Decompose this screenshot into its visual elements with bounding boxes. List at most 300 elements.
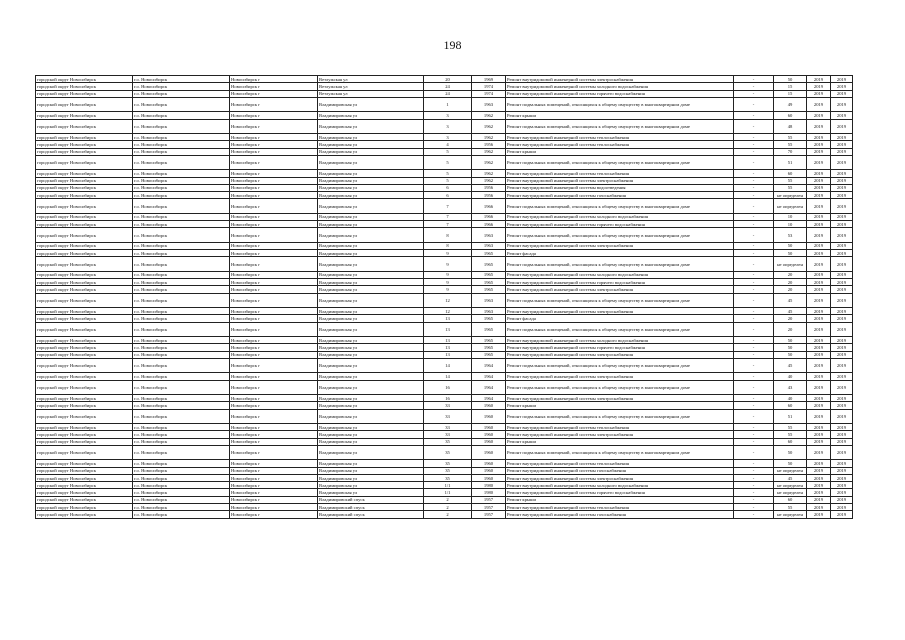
table-row xyxy=(36,489,853,496)
year-cell: 1962 xyxy=(472,119,506,133)
end-year-cell: 2019 xyxy=(831,402,853,409)
end-year-cell: 2019 xyxy=(831,460,853,467)
work-type-cell: Ремонт подвальных помещений, относящихся к общему имуществу в многоквартирном доме xyxy=(506,228,734,242)
end-year-cell: 2019 xyxy=(831,482,853,489)
work-type-cell: Ремонт подвальных помещений, относящихся к общему имуществу в многоквартирном доме xyxy=(506,257,734,271)
start-year-cell: 2019 xyxy=(807,112,831,119)
city-cell: Новосибирск г xyxy=(230,482,318,489)
value-cell: 50 xyxy=(774,76,807,83)
house-cell: 16 xyxy=(424,380,472,394)
municipality-cell: г.о. Новосибирск xyxy=(133,402,230,409)
year-cell: 1966 xyxy=(472,221,506,228)
table-row xyxy=(36,395,853,402)
end-year-cell: 2019 xyxy=(831,496,853,503)
start-year-cell: 2019 xyxy=(807,373,831,380)
start-year-cell: 2019 xyxy=(807,308,831,315)
work-type-cell: Ремонт внутридомовой инженерной системы холодного водоснабжения xyxy=(506,337,734,344)
work-type-cell: Ремонт внутридомовой инженерной системы электроснабжения xyxy=(506,431,734,438)
dash-cell: - xyxy=(734,489,774,496)
dash-cell: - xyxy=(734,308,774,315)
page-number: 198 xyxy=(443,38,462,52)
end-year-cell: 2019 xyxy=(831,213,853,220)
table-row xyxy=(36,228,853,242)
district-cell: городской округ Новосибирск xyxy=(36,286,133,293)
start-year-cell: 2019 xyxy=(807,155,831,169)
municipality-cell: г.о. Новосибирск xyxy=(133,170,230,177)
work-type-cell: Ремонт внутридомовой инженерной системы теплоснабжения xyxy=(506,504,734,511)
district-cell: городской округ Новосибирск xyxy=(36,228,133,242)
district-cell: городской округ Новосибирск xyxy=(36,373,133,380)
work-type-cell: Ремонт внутридомовой инженерной системы холодного водоснабжения xyxy=(506,83,734,90)
table-row xyxy=(36,482,853,489)
house-cell: 5 xyxy=(424,177,472,184)
work-type-cell: Ремонт внутридомовой инженерной системы электроснабжения xyxy=(506,76,734,83)
municipality-cell: г.о. Новосибирск xyxy=(133,76,230,83)
dash-cell: - xyxy=(734,83,774,90)
dash-cell: - xyxy=(734,460,774,467)
city-cell: Новосибирск г xyxy=(230,402,318,409)
district-cell: городской округ Новосибирск xyxy=(36,337,133,344)
city-cell: Новосибирск г xyxy=(230,221,318,228)
city-cell: Новосибирск г xyxy=(230,184,318,191)
table-row xyxy=(36,192,853,199)
year-cell: 1962 xyxy=(472,112,506,119)
house-cell: 4 xyxy=(424,141,472,148)
street-cell: Владимировская ул xyxy=(318,409,424,423)
street-cell: Владимировская ул xyxy=(318,257,424,271)
end-year-cell: 2019 xyxy=(831,286,853,293)
municipality-cell: г.о. Новосибирск xyxy=(133,155,230,169)
district-cell: городской округ Новосибирск xyxy=(36,308,133,315)
city-cell: Новосибирск г xyxy=(230,141,318,148)
municipality-cell: г.о. Новосибирск xyxy=(133,496,230,503)
city-cell: Новосибирск г xyxy=(230,148,318,155)
table-row xyxy=(36,511,853,518)
year-cell: 1962 xyxy=(472,133,506,140)
year-cell: 1966 xyxy=(472,213,506,220)
street-cell: Владимировская ул xyxy=(318,402,424,409)
district-cell: городской округ Новосибирск xyxy=(36,424,133,431)
end-year-cell: 2019 xyxy=(831,474,853,481)
district-cell: городской округ Новосибирск xyxy=(36,199,133,213)
work-type-cell: Ремонт внутридомовой инженерной системы горячего водоснабжения xyxy=(506,489,734,496)
district-cell: городской округ Новосибирск xyxy=(36,155,133,169)
street-cell: Ветлужская ул xyxy=(318,83,424,90)
street-cell: Владимировская ул xyxy=(318,250,424,257)
value-cell: не определен xyxy=(774,511,807,518)
year-cell: 1962 xyxy=(472,148,506,155)
value-cell: 10 xyxy=(774,221,807,228)
house-cell: 6 xyxy=(424,192,472,199)
end-year-cell: 2019 xyxy=(831,184,853,191)
municipality-cell: г.о. Новосибирск xyxy=(133,199,230,213)
house-cell: 35 xyxy=(424,460,472,467)
district-cell: городской округ Новосибирск xyxy=(36,351,133,358)
house-cell: 24 xyxy=(424,90,472,97)
city-cell: Новосибирск г xyxy=(230,199,318,213)
year-cell: 1960 xyxy=(472,431,506,438)
dash-cell: - xyxy=(734,482,774,489)
end-year-cell: 2019 xyxy=(831,489,853,496)
house-cell: 14 xyxy=(424,358,472,372)
city-cell: Новосибирск г xyxy=(230,431,318,438)
end-year-cell: 2019 xyxy=(831,322,853,336)
work-type-cell: Ремонт внутридомовой инженерной системы горячего водоснабжения xyxy=(506,344,734,351)
municipality-cell: г.о. Новосибирск xyxy=(133,511,230,518)
district-cell: городской округ Новосибирск xyxy=(36,76,133,83)
end-year-cell: 2019 xyxy=(831,293,853,307)
city-cell: Новосибирск г xyxy=(230,467,318,474)
city-cell: Новосибирск г xyxy=(230,344,318,351)
end-year-cell: 2019 xyxy=(831,511,853,518)
work-type-cell: Ремонт фасада xyxy=(506,250,734,257)
street-cell: Владимировская ул xyxy=(318,337,424,344)
dash-cell: - xyxy=(734,192,774,199)
year-cell: 1956 xyxy=(472,141,506,148)
district-cell: городской округ Новосибирск xyxy=(36,504,133,511)
end-year-cell: 2019 xyxy=(831,155,853,169)
street-cell: Владимировская ул xyxy=(318,431,424,438)
district-cell: городской округ Новосибирск xyxy=(36,97,133,111)
district-cell: городской округ Новосибирск xyxy=(36,322,133,336)
city-cell: Новосибирск г xyxy=(230,257,318,271)
end-year-cell: 2019 xyxy=(831,170,853,177)
municipality-cell: г.о. Новосибирск xyxy=(133,337,230,344)
dash-cell: - xyxy=(734,351,774,358)
year-cell: 1960 xyxy=(472,409,506,423)
district-cell: городской округ Новосибирск xyxy=(36,257,133,271)
dash-cell: - xyxy=(734,155,774,169)
value-cell: 50 xyxy=(774,250,807,257)
start-year-cell: 2019 xyxy=(807,199,831,213)
dash-cell: - xyxy=(734,257,774,271)
city-cell: Новосибирск г xyxy=(230,112,318,119)
year-cell: 1963 xyxy=(472,242,506,249)
municipality-cell: г.о. Новосибирск xyxy=(133,351,230,358)
municipality-cell: г.о. Новосибирск xyxy=(133,409,230,423)
city-cell: Новосибирск г xyxy=(230,76,318,83)
street-cell: Владимировская ул xyxy=(318,170,424,177)
street-cell: Владимировская ул xyxy=(318,467,424,474)
district-cell: городской округ Новосибирск xyxy=(36,445,133,459)
start-year-cell: 2019 xyxy=(807,482,831,489)
table-row xyxy=(36,90,853,97)
start-year-cell: 2019 xyxy=(807,424,831,431)
house-cell: 13 xyxy=(424,351,472,358)
street-cell: Владимировская ул xyxy=(318,474,424,481)
value-cell: 55 xyxy=(774,424,807,431)
city-cell: Новосибирск г xyxy=(230,315,318,322)
district-cell: городской округ Новосибирск xyxy=(36,409,133,423)
city-cell: Новосибирск г xyxy=(230,511,318,518)
municipality-cell: г.о. Новосибирск xyxy=(133,460,230,467)
work-type-cell: Ремонт внутридомовой инженерной системы холодного водоснабжения xyxy=(506,213,734,220)
house-cell: 9 xyxy=(424,271,472,278)
end-year-cell: 2019 xyxy=(831,380,853,394)
district-cell: городской округ Новосибирск xyxy=(36,170,133,177)
year-cell: 1963 xyxy=(472,228,506,242)
work-type-cell: Ремонт крыши xyxy=(506,112,734,119)
work-type-cell: Ремонт фасада xyxy=(506,315,734,322)
table-row xyxy=(36,76,853,83)
street-cell: Владимировская ул xyxy=(318,97,424,111)
district-cell: городской округ Новосибирск xyxy=(36,395,133,402)
house-cell: 33 xyxy=(424,431,472,438)
dash-cell: - xyxy=(734,119,774,133)
municipality-cell: г.о. Новосибирск xyxy=(133,445,230,459)
street-cell: Владимировская ул xyxy=(318,395,424,402)
house-cell: 12 xyxy=(424,308,472,315)
district-cell: городской округ Новосибирск xyxy=(36,438,133,445)
year-cell: 1965 xyxy=(472,250,506,257)
value-cell: 50 xyxy=(774,344,807,351)
municipality-cell: г.о. Новосибирск xyxy=(133,112,230,119)
value-cell: 49 xyxy=(774,97,807,111)
municipality-cell: г.о. Новосибирск xyxy=(133,380,230,394)
dash-cell: - xyxy=(734,474,774,481)
municipality-cell: г.о. Новосибирск xyxy=(133,141,230,148)
table-row xyxy=(36,431,853,438)
value-cell: не определен xyxy=(774,482,807,489)
house-cell: 14 xyxy=(424,373,472,380)
year-cell: 1957 xyxy=(472,496,506,503)
dash-cell: - xyxy=(734,337,774,344)
value-cell: 43 xyxy=(774,380,807,394)
table-row xyxy=(36,271,853,278)
value-cell: 40 xyxy=(774,395,807,402)
house-cell: 12 xyxy=(424,293,472,307)
district-cell: городской округ Новосибирск xyxy=(36,242,133,249)
end-year-cell: 2019 xyxy=(831,395,853,402)
end-year-cell: 2019 xyxy=(831,177,853,184)
city-cell: Новосибирск г xyxy=(230,293,318,307)
end-year-cell: 2019 xyxy=(831,257,853,271)
value-cell: 51 xyxy=(774,155,807,169)
value-cell: 55 xyxy=(774,431,807,438)
district-cell: городской округ Новосибирск xyxy=(36,293,133,307)
end-year-cell: 2019 xyxy=(831,271,853,278)
city-cell: Новосибирск г xyxy=(230,228,318,242)
start-year-cell: 2019 xyxy=(807,431,831,438)
year-cell: 1960 xyxy=(472,445,506,459)
end-year-cell: 2019 xyxy=(831,119,853,133)
value-cell: 55 xyxy=(774,177,807,184)
city-cell: Новосибирск г xyxy=(230,496,318,503)
year-cell: 1962 xyxy=(472,177,506,184)
district-cell: городской округ Новосибирск xyxy=(36,511,133,518)
start-year-cell: 2019 xyxy=(807,228,831,242)
street-cell: Владимировский спуск xyxy=(318,496,424,503)
city-cell: Новосибирск г xyxy=(230,177,318,184)
value-cell: 20 xyxy=(774,286,807,293)
street-cell: Ветлужская ул xyxy=(318,90,424,97)
value-cell: 51 xyxy=(774,409,807,423)
district-cell: городской округ Новосибирск xyxy=(36,358,133,372)
city-cell: Новосибирск г xyxy=(230,155,318,169)
street-cell: Владимировская ул xyxy=(318,373,424,380)
street-cell: Владимировская ул xyxy=(318,141,424,148)
district-cell: городской округ Новосибирск xyxy=(36,271,133,278)
end-year-cell: 2019 xyxy=(831,373,853,380)
start-year-cell: 2019 xyxy=(807,445,831,459)
city-cell: Новосибирск г xyxy=(230,170,318,177)
table-row xyxy=(36,155,853,169)
district-cell: городской округ Новосибирск xyxy=(36,402,133,409)
street-cell: Владимировская ул xyxy=(318,199,424,213)
end-year-cell: 2019 xyxy=(831,242,853,249)
municipality-cell: г.о. Новосибирск xyxy=(133,395,230,402)
house-cell: 5 xyxy=(424,170,472,177)
start-year-cell: 2019 xyxy=(807,504,831,511)
work-type-cell: Ремонт крыши xyxy=(506,402,734,409)
city-cell: Новосибирск г xyxy=(230,351,318,358)
city-cell: Новосибирск г xyxy=(230,380,318,394)
start-year-cell: 2019 xyxy=(807,351,831,358)
start-year-cell: 2019 xyxy=(807,133,831,140)
value-cell: 70 xyxy=(774,148,807,155)
municipality-cell: г.о. Новосибирск xyxy=(133,192,230,199)
municipality-cell: г.о. Новосибирск xyxy=(133,148,230,155)
year-cell: 1965 xyxy=(472,322,506,336)
table-row xyxy=(36,467,853,474)
start-year-cell: 2019 xyxy=(807,460,831,467)
work-type-cell: Ремонт внутридомовой инженерной системы теплоснабжения xyxy=(506,133,734,140)
dash-cell: - xyxy=(734,409,774,423)
dash-cell: - xyxy=(734,213,774,220)
dash-cell: - xyxy=(734,184,774,191)
start-year-cell: 2019 xyxy=(807,511,831,518)
year-cell: 1965 xyxy=(472,344,506,351)
work-type-cell: Ремонт внутридомовой инженерной системы теплоснабжения xyxy=(506,424,734,431)
year-cell: 1965 xyxy=(472,315,506,322)
table-row xyxy=(36,279,853,286)
house-cell: 3 xyxy=(424,119,472,133)
year-cell: 1965 xyxy=(472,351,506,358)
start-year-cell: 2019 xyxy=(807,119,831,133)
work-type-cell: Ремонт подвальных помещений, относящихся к общему имуществу в многоквартирном доме xyxy=(506,322,734,336)
house-cell: 9 xyxy=(424,257,472,271)
district-cell: городской округ Новосибирск xyxy=(36,90,133,97)
house-cell: 33 xyxy=(424,424,472,431)
dash-cell: - xyxy=(734,76,774,83)
house-cell: 20 xyxy=(424,76,472,83)
municipality-cell: г.о. Новосибирск xyxy=(133,119,230,133)
start-year-cell: 2019 xyxy=(807,409,831,423)
table-row xyxy=(36,112,853,119)
end-year-cell: 2019 xyxy=(831,133,853,140)
district-cell: городской округ Новосибирск xyxy=(36,133,133,140)
street-cell: Владимировская ул xyxy=(318,308,424,315)
year-cell: 1965 xyxy=(472,337,506,344)
table-row xyxy=(36,177,853,184)
table-row xyxy=(36,170,853,177)
value-cell: не определен xyxy=(774,199,807,213)
dash-cell: - xyxy=(734,373,774,380)
start-year-cell: 2019 xyxy=(807,438,831,445)
start-year-cell: 2019 xyxy=(807,242,831,249)
municipality-cell: г.о. Новосибирск xyxy=(133,257,230,271)
start-year-cell: 2019 xyxy=(807,358,831,372)
dash-cell: - xyxy=(734,402,774,409)
value-cell: 55 xyxy=(774,184,807,191)
end-year-cell: 2019 xyxy=(831,199,853,213)
district-cell: городской округ Новосибирск xyxy=(36,344,133,351)
municipality-cell: г.о. Новосибирск xyxy=(133,293,230,307)
municipality-cell: г.о. Новосибирск xyxy=(133,279,230,286)
work-type-cell: Ремонт подвальных помещений, относящихся к общему имуществу в многоквартирном доме xyxy=(506,119,734,133)
district-cell: городской округ Новосибирск xyxy=(36,112,133,119)
value-cell: 20 xyxy=(774,271,807,278)
work-type-cell: Ремонт подвальных помещений, относящихся к общему имуществу в многоквартирном доме xyxy=(506,199,734,213)
municipality-cell: г.о. Новосибирск xyxy=(133,177,230,184)
street-cell: Владимировская ул xyxy=(318,380,424,394)
municipality-cell: г.о. Новосибирск xyxy=(133,482,230,489)
table-row xyxy=(36,424,853,431)
year-cell: 1965 xyxy=(472,257,506,271)
work-type-cell: Ремонт внутридомовой инженерной системы горячего водоснабжения xyxy=(506,279,734,286)
year-cell: 1956 xyxy=(472,184,506,191)
dash-cell: - xyxy=(734,504,774,511)
table-row xyxy=(36,460,853,467)
house-cell: 7 xyxy=(424,199,472,213)
table-row xyxy=(36,322,853,336)
year-cell: 1960 xyxy=(472,460,506,467)
end-year-cell: 2019 xyxy=(831,228,853,242)
work-type-cell: Ремонт крыши xyxy=(506,496,734,503)
year-cell: 1966 xyxy=(472,199,506,213)
year-cell: 1963 xyxy=(472,97,506,111)
value-cell: 20 xyxy=(774,279,807,286)
house-cell: 5 xyxy=(424,155,472,169)
table-row xyxy=(36,133,853,140)
city-cell: Новосибирск г xyxy=(230,322,318,336)
city-cell: Новосибирск г xyxy=(230,308,318,315)
house-cell: 13 xyxy=(424,322,472,336)
dash-cell: - xyxy=(734,467,774,474)
year-cell: 1964 xyxy=(472,358,506,372)
value-cell: 50 xyxy=(774,460,807,467)
value-cell: 55 xyxy=(774,133,807,140)
street-cell: Владимировская ул xyxy=(318,293,424,307)
work-type-cell: Ремонт внутридомовой инженерной системы электроснабжения xyxy=(506,373,734,380)
house-cell: 7 xyxy=(424,221,472,228)
house-cell: 9 xyxy=(424,250,472,257)
city-cell: Новосибирск г xyxy=(230,395,318,402)
start-year-cell: 2019 xyxy=(807,250,831,257)
city-cell: Новосибирск г xyxy=(230,97,318,111)
dash-cell: - xyxy=(734,445,774,459)
value-cell: 50 xyxy=(774,337,807,344)
table-row xyxy=(36,351,853,358)
end-year-cell: 2019 xyxy=(831,97,853,111)
table-row xyxy=(36,380,853,394)
value-cell: 20 xyxy=(774,322,807,336)
start-year-cell: 2019 xyxy=(807,148,831,155)
value-cell: 45 xyxy=(774,358,807,372)
table-row xyxy=(36,286,853,293)
end-year-cell: 2019 xyxy=(831,250,853,257)
city-cell: Новосибирск г xyxy=(230,337,318,344)
table-row xyxy=(36,257,853,271)
end-year-cell: 2019 xyxy=(831,424,853,431)
house-cell: 13 xyxy=(424,315,472,322)
start-year-cell: 2019 xyxy=(807,170,831,177)
municipality-cell: г.о. Новосибирск xyxy=(133,489,230,496)
work-type-cell: Ремонт внутридомовой инженерной системы водоотведения xyxy=(506,184,734,191)
year-cell: 1969 xyxy=(472,76,506,83)
value-cell: 60 xyxy=(774,112,807,119)
municipality-cell: г.о. Новосибирск xyxy=(133,242,230,249)
